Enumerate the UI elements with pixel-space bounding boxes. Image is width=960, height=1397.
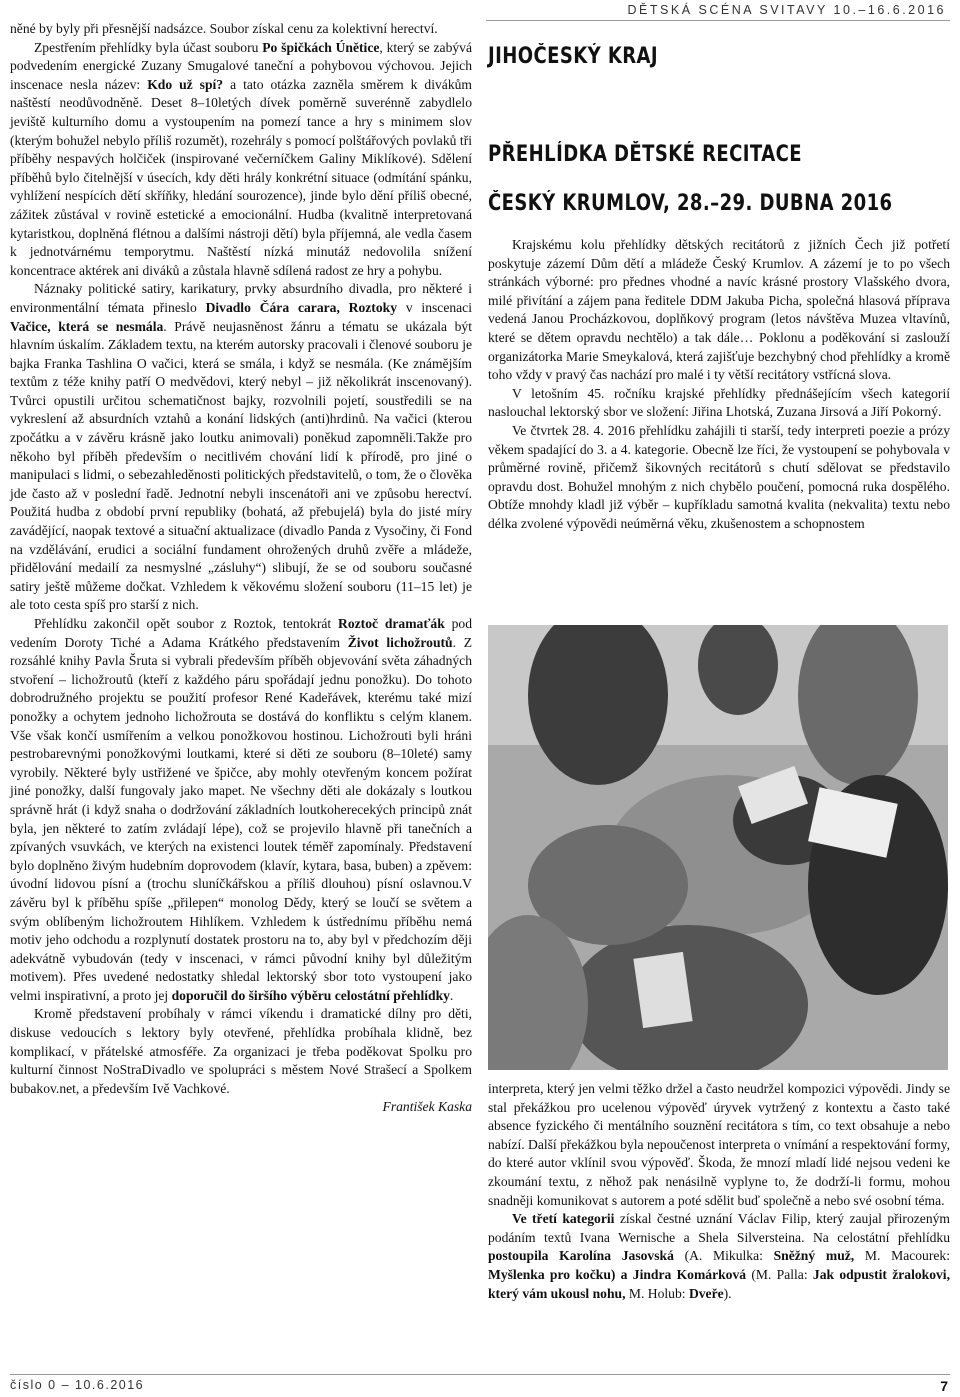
- text-run: a tato otázka zazněla směrem k divákům naštěstí neodůvodněně. Deset 8–10letých dívek poměrně suverénně zabydlelo jeviště kulturního domu a vystoupením na pomezí tance a hry s minimem slov (kterým bohužel nebylo příliš rozumět), rozehrály s pomocí polštářových povlaků tři příběhy nespavých holčiček (inspirované večerníčkem Galiny Miklíkové). Sdělení příběhů bylo čitelnější v úsecích, kdy děti hrály konkrétní situace (odmítání spánku, vyhlížení nespících dětí skříňky, hledání sourozence), jinde bylo dění příliš obecné, zážitek zůstával v rovině estetické a emocionální. Hudba (kvalitně interpretovaná kytaristkou, doplněná flétnou a dalšími nástroji dětí) byla příjemná, ale vedla časem k jednotvárnému temporytmu. Naštěstí nízká minutáž nedovolila snížení koncentrace aktérek ani diváků a zůstala hlavně sdílená radost ze hry a pohybu.: [10, 76, 473, 278]
- issue-footer: číslo 0 – 10.6.2016: [10, 1378, 145, 1392]
- text-run: interpreta, který jen velmi těžko držel a často neudržel kompozici výpovědi. Jindy se stal překážkou pro ucelenou výpověď úryvek vytržený z kontextu a často také absence fyzického či mentálního souznění recitátora s tím, co text obsahuje a nebo nabízí. Další překážkou byla nepoučenost interpreta o vnímání a respektování formy, do které autor vklínil svou výpověď. Škoda, že mnozí mladí lidé nejsou vedeni ke zkoumání textu, z něhož pak nenásilně vyplyne to, že dodrží-li formu, mohou snadněji komunikovat s autorem a poté sdělit buď společně a nebo své osobní téma.: [488, 1081, 950, 1208]
- left-article-column: [10, 20, 472, 1117]
- text-run: Po špičkách Únětice: [262, 39, 380, 55]
- text-run: ).: [723, 1285, 732, 1301]
- text-run: , který se zabývá podvedením energické Zuzany Smugalové taneční a pohybovou výchovou. Jejich inscenace nesla název:: [10, 39, 472, 92]
- photo-illustration: [488, 625, 948, 1070]
- text-run: M. Macourek:: [854, 1248, 950, 1264]
- recitation-photo: [488, 625, 948, 1070]
- text-run: . Z rozsáhlé knihy Pavla Šruta si vybrali především příběh objevování světa záhadných stvoření – lichožroutů (kteří z každého páru spořádají jednu ponožku). Do tohoto dobrodružného projektu se použití profesor René Kadeřávek, kterému také mizí ponožky a ochytem jednoho lichožrouta se dostává do konfliktu s celým klanem. Vše však končí usmířením a velkou ponožkovou hostinou. Lichožrouti byli hráni pestrobarevnými ponožkovými loutkami, které si děti ze souboru (8–10leté) samy vyrobily. Některé byly ustřižené ve špičce, aby mohly otevřeným koncem požírat jiné ponožky, další fungovaly jako mapet. Ne všechny děti ale dokázaly s loutkou správně hrát (i když snaha o dodržování základních loutkoherecekých principů znát byla, jen některé to zatím zvládají lépe), což se projevilo hlavně při tanečních a zpívaných vsuvkách, ve kterých na existenci loutek téměř zapomínaly. Představení bylo doplněno živým hudebním doprovodem (klavír, kytara, basa, buben) a zpěvem: úvodní lidovou písní a (trochu sluníčkářskou a příliš dlouhou) písní oslavnou.V závěru byl k příběhu spíše „přilepen“ monolog Dědy, který se loučí se světem a svým oblíbeným lichožroutem Hihlíkem. Vzhledem k ústřednímu příběhu nemá motiv jeho odchodu a rozplynutí dostatek prostoru na to, aby byl v předchozím ději adekvátně vybudován (tedy v inscenaci, v rámci původní knihy byl důležitým motivem). Přes uvedené nedostatky shledal lektorský sbor toto vystoupení jako velmi inspirativní, a proto jej: [10, 634, 473, 1003]
- right-paragraph-3: [488, 422, 950, 534]
- text-run: Roztoč dramaťák: [338, 616, 445, 631]
- text-run: (A. Mikulka:: [673, 1248, 774, 1264]
- page-number: 7: [940, 1378, 948, 1394]
- footer-divider: [10, 1374, 950, 1375]
- text-run: Krajskému kolu přehlídky dětských recitátorů z jižních Čech již potřetí poskytuje zázemí Dům dětí a mládeže Český Krumlov. A zázemí je to po všech stránkách výborné: pro přednes vhodné a navíc krásné prostory Vlašského dvora, milé přivítání a zájem pana ředitele DDM Jakuba Picha, společná hlasová příprava vedená Janou Procházkovou, doplňkový program (letos návštěva Muzea vltavínů, které se dětem opravdu nechtělo) a tak dále… Poklonu a poděkování si zaslouží organizátorka Marie Smeykalová, která zajišťuje bezchybný chod přehlídky a kromě toho vždy v pravý čas nachází pro malé i ty větší recitátory vstřícná slova.: [488, 237, 950, 383]
- right-paragraph-2: [488, 385, 950, 422]
- text-run: něné by byly při přesnější nadsázce. Soubor získal cenu za kolektivní herectví.: [10, 21, 438, 36]
- article-place-date: ČESKÝ KRUMLOV, 28.–29. DUBNA 2016: [488, 191, 893, 216]
- text-run: (M. Palla:: [746, 1266, 813, 1282]
- text-run: Ve čtvrtek 28. 4. 2016 přehlídku zahájili ti starší, tedy interpreti poezie a prózy věkem spadající do 3. a 4. kategorie. Obecně lze říci, že vystoupení se pohybovala v průměrné rovině, přičemž šikovných recitátorů s chutí sdělovat se představilo opravdu dost. Bohužel mnohým z nich chybělo poučení, pomocná ruka dospělého. Obtíže mnohdy kladl již výběr – kupříkladu samotná kvalita (nekvalita) textu nebo délka zvolené výpovědi neúměrná věku, zkušenostem a schopnostem: [488, 422, 950, 531]
- left-paragraph-5: [10, 1005, 472, 1098]
- text-run: Myšlenka pro kočku) a Jindra Komárková: [488, 1266, 747, 1282]
- left-paragraph-1: [10, 20, 472, 39]
- text-run: Vačice, která se nesmála: [10, 318, 164, 334]
- festival-header: DĚTSKÁ SCÉNA SVITAVY 10.–16.6.2016: [627, 3, 946, 17]
- text-run: Kromě představení probíhaly v rámci víkendu i dramatické dílny pro děti, diskuse vedoucích s lektory byly otevřené, přehlídka probíhala klidně, bez komplikací, v přátelské atmosféře. Za organizaci je třeba poděkovat Spolku pro kulturní činnost NoStraDivadlo ve spolupráci s městem Nové Strašecí a Spolkem bubakov.net, a především Ivě Vachkové.: [10, 1006, 472, 1096]
- text-run: Ve třetí kategorii: [512, 1211, 615, 1227]
- region-heading: JIHOČESKÝ KRAJ: [488, 44, 659, 69]
- text-run: M. Holub:: [625, 1285, 689, 1301]
- right-paragraph-5: [488, 1210, 950, 1303]
- text-run: získal čestné uznání Václav Filip, který zaujal přirozeným podáním textů Ivana Wernische a Shela Silversteina. Na celostátní přehlídku: [488, 1211, 950, 1245]
- header-divider: [486, 20, 950, 21]
- text-run: . Právě neujasněnost žánru a tématu se ukázala být hlavním úskalím. Základem textu, na kterém autorsky pracovali i členové souboru je bajka Franka Tashlina O vačici, která se smála, i když se nesmála. (Ke známějším textům z téže knihy patří O medvědovi, který nebyl – již několikrát inscenovaný). Tvůrci opustili určitou schematičnost bajky, rozvolnili pojetí, soustředili se na vykreslení až absurdních vztahů a konání lidských (anti)hrdinů. Na vačici (kterou zpočátku a v závěru krásně jako loutku animovali) poněkud zapomněli.Takže pro někoho byl příběh především o necitlivém chování lidí k přírodě, pro jiné o manipulaci s lidmi, o sebezahleděnosti politických představitelů, o tom, že o člověka jde často až v poslední řadě. Jednotní nebyli inscenátoři ani ve způsobu herectví. Použitá hudba z období první republiky (bohatá, až přebujelá) byla do jisté míry zavádějící, naopak textové a situační aktualizace (divadlo Panda z Vysočiny, či Fond na vzdělávání, erudici a sociální fundament ohrožených druhů zvěře a mládeže, přidělování medailí za nesmyslné „zásluhy“) slibují, že se od souboru současné satiry ještě můžeme dočkat. Vzhledem k věkovému složení souboru (11–15 let) je ale toto cesta spíš pro starší z nich.: [10, 318, 472, 613]
- text-run: v inscenaci: [397, 299, 472, 315]
- text-run: Život lichožroutů: [347, 634, 453, 650]
- right-paragraph-1: [488, 236, 950, 385]
- text-run: V letošním 45. ročníku krajské přehlídky přednášejícím všech kategorií naslouchal lektorský sbor ve složení: Jiřina Lhotská, Zuzana Jirsová a Jiří Pokorný.: [488, 385, 950, 420]
- text-run: pod vedením Doroty Tiché a Adama Krátkého představením: [10, 616, 472, 650]
- text-run: .: [449, 987, 454, 1003]
- article-author: František Kaska: [382, 1099, 472, 1115]
- left-paragraph-3: [10, 280, 472, 615]
- left-paragraph-2: [10, 39, 472, 281]
- text-run: Jak odpustit žralokovi, který vám ukousl nohu,: [488, 1266, 950, 1301]
- article-title: PŘEHLÍDKA DĚTSKÉ RECITACE: [488, 142, 802, 167]
- text-run: Přehlídku zakončil opět soubor z Roztok, tentokrát: [34, 616, 339, 631]
- text-run: Dveře: [688, 1285, 724, 1301]
- right-article-column-top: [488, 236, 950, 534]
- text-run: Zpestřením přehlídky byla účast souboru: [34, 39, 263, 55]
- text-run: Sněžný muž,: [773, 1248, 855, 1264]
- right-article-column-bottom: [488, 1080, 950, 1303]
- text-run: doporučil do širšího výběru celostátní přehlídky: [171, 987, 450, 1003]
- text-run: Divadlo Čára carara, Roztoky: [205, 299, 397, 315]
- right-paragraph-4: [488, 1080, 950, 1210]
- text-run: postoupila Karolína Jasovská: [488, 1248, 674, 1264]
- left-paragraph-4: [10, 615, 472, 1005]
- text-run: Náznaky politické satiry, karikatury, prvky absurdního divadla, pro některé i environmentální témata přineslo: [10, 281, 472, 315]
- text-run: Kdo už spí?: [147, 76, 224, 92]
